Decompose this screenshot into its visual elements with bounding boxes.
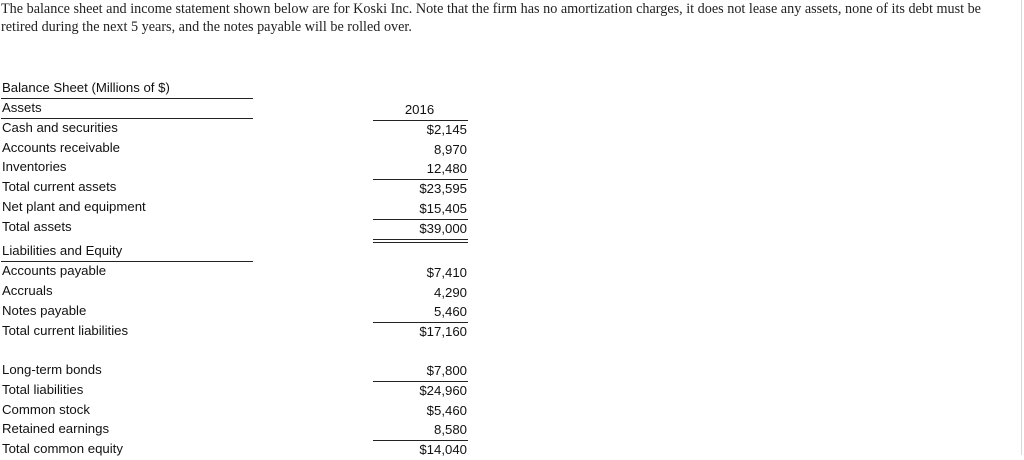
double-rule-bottom <box>373 242 468 243</box>
assets-header: Assets <box>2 100 42 115</box>
row-value-total-assets: $39,000 <box>419 221 467 236</box>
row-value-payable: $7,410 <box>426 265 467 280</box>
row-value-receivable: 8,970 <box>433 142 467 157</box>
row-value-notes-payable: 5,460 <box>433 304 467 319</box>
row-value-accruals: 4,290 <box>433 285 467 300</box>
liabilities-header: Liabilities and Equity <box>2 243 123 258</box>
row-label-total-common-equity: Total common equity <box>2 441 123 456</box>
row-label-notes-payable: Notes payable <box>2 303 87 318</box>
row-label-total-current-liabilities: Total current liabilities <box>2 323 129 338</box>
row-label-total-liabilities: Total liabilities <box>2 382 84 397</box>
row-label-net-plant: Net plant and equipment <box>2 199 146 214</box>
row-label-receivable: Accounts receivable <box>2 140 121 155</box>
row-value-total-current-assets: $23,595 <box>419 181 467 196</box>
row-label-retained: Retained earnings <box>2 421 110 436</box>
row-label-bonds: Long-term bonds <box>2 362 102 377</box>
row-value-total-liabilities: $24,960 <box>419 383 467 398</box>
row-value-bonds: $7,800 <box>426 363 467 378</box>
row-label-common-stock: Common stock <box>2 402 90 417</box>
year-header: 2016 <box>404 102 435 117</box>
row-value-total-common-equity: $14,040 <box>419 442 467 457</box>
page-edge-divider <box>1021 0 1022 455</box>
row-label-total-current-assets: Total current assets <box>2 179 117 194</box>
row-value-inventories: 12,480 <box>426 161 467 176</box>
row-label-payable: Accounts payable <box>2 263 107 278</box>
row-label-accruals: Accruals <box>2 283 53 298</box>
row-value-common-stock: $5,460 <box>426 403 467 418</box>
double-rule-top <box>373 239 468 240</box>
row-value-cash: $2,145 <box>426 122 467 137</box>
row-value-net-plant: $15,405 <box>419 201 467 216</box>
problem-statement-line-2: retired during the next 5 years, and the notes payable will be rolled over. <box>1 19 412 35</box>
problem-statement-line-1: The balance sheet and income statement shown below are for Koski Inc. Note that the firm has no amortization charges, it does not lease any assets, none of its debt must be <box>1 1 981 17</box>
problem-statement <box>1 0 1019 36</box>
table-title: Balance Sheet (Millions of $) <box>2 80 170 95</box>
row-label-total-assets: Total assets <box>2 219 72 234</box>
row-label-cash: Cash and securities <box>2 120 118 135</box>
row-value-total-current-liabilities: $17,160 <box>419 324 467 339</box>
row-value-retained: 8,580 <box>433 422 467 437</box>
row-label-inventories: Inventories <box>2 159 67 174</box>
